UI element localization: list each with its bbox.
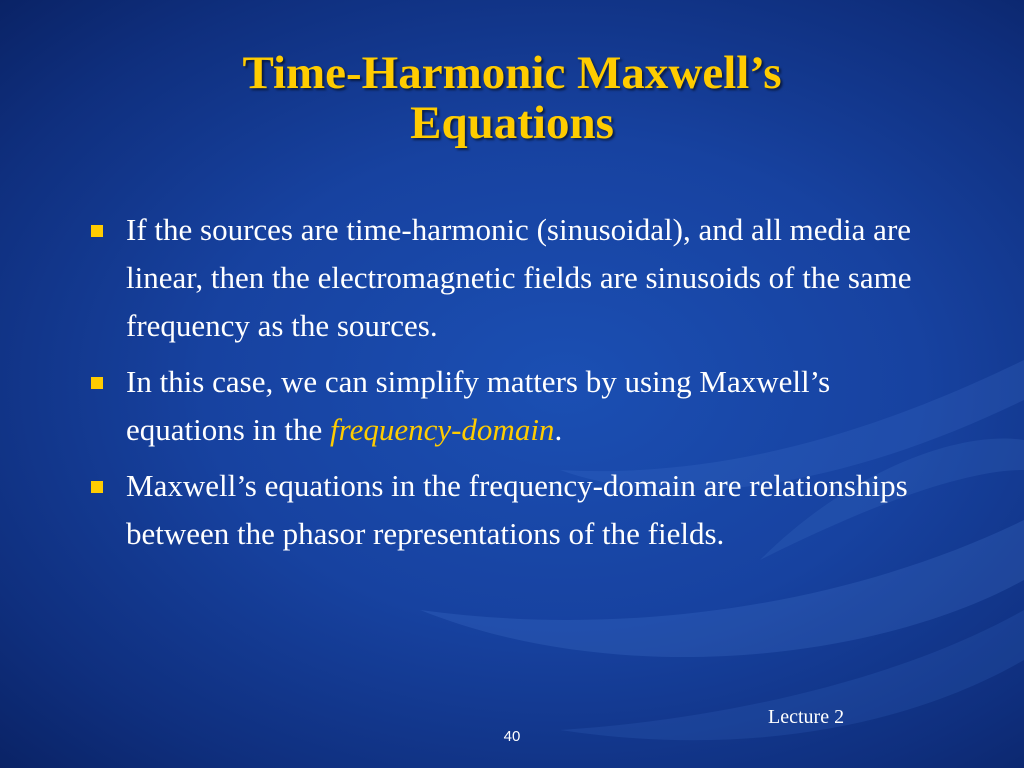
bullet-item (88, 206, 948, 350)
bullet-text: In this case, we can simplify matters by using Maxwell’s equations in the (126, 364, 831, 447)
page-number: 40 (503, 728, 521, 745)
bullet-item (88, 358, 948, 454)
slide-title-line-2: Equations (410, 97, 614, 149)
footer-lecture-label: Lecture 2 (768, 706, 845, 728)
square-bullet-icon (91, 377, 103, 389)
slide-title (60, 48, 964, 148)
bullet-list (88, 206, 948, 566)
bullet-text-end: . (554, 412, 563, 447)
bullet-text: Maxwell’s equations in the frequency-domain are relationships between the phasor representations of the fields. (126, 468, 908, 551)
square-bullet-icon (91, 481, 103, 493)
bullet-text: If the sources are time-harmonic (sinusoidal), and all media are linear, then the electromagnetic fields are sinusoids of the same frequency as the sources. (126, 212, 912, 343)
square-bullet-icon (91, 225, 103, 237)
slide-title-line-1: Time-Harmonic Maxwell’s (242, 47, 782, 99)
emphasized-term: frequency-domain (330, 412, 555, 447)
bullet-item (88, 462, 948, 558)
